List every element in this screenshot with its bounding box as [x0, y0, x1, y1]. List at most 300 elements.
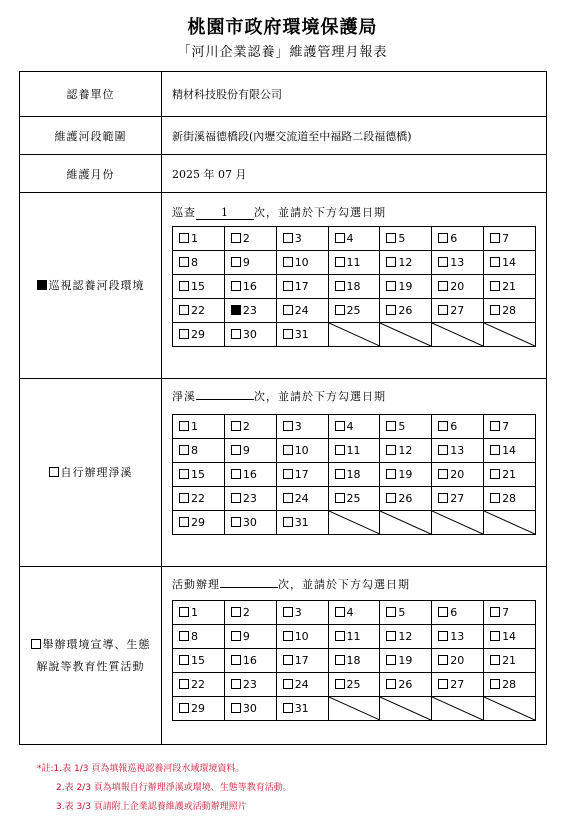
day-cell[interactable] — [276, 487, 328, 511]
day-cell[interactable] — [173, 625, 225, 649]
day-number: 14 — [502, 630, 517, 643]
day-cell[interactable] — [173, 487, 225, 511]
day-checkbox[interactable] — [179, 517, 189, 527]
day-checkbox[interactable] — [438, 655, 448, 665]
day-cell[interactable] — [328, 487, 380, 511]
day-checkbox[interactable] — [335, 631, 345, 641]
day-cell[interactable] — [380, 649, 432, 673]
day-checkbox[interactable] — [438, 305, 448, 315]
day-number: 23 — [242, 304, 257, 317]
footnote-1: *註:1.表 1/3 頁為填報巡視認養河段水域環境資料。 — [37, 764, 245, 774]
day-cell[interactable] — [276, 463, 328, 487]
day-cell[interactable] — [224, 511, 276, 535]
diagonal-line — [432, 511, 483, 534]
month-value[interactable]: 2025 年 07 月 — [172, 167, 247, 181]
adopter-row — [20, 72, 546, 117]
day-checkbox[interactable] — [283, 257, 293, 267]
day-cell[interactable] — [276, 251, 328, 275]
diagonal-strike — [484, 511, 535, 534]
day-cell[interactable] — [484, 275, 536, 299]
day-checkbox[interactable] — [179, 655, 189, 665]
day-cell[interactable] — [276, 323, 328, 347]
day-number: 16 — [242, 468, 257, 481]
day-checkbox[interactable] — [179, 631, 189, 641]
day-checkbox[interactable] — [386, 257, 396, 267]
day-number: 25 — [346, 304, 361, 317]
day-number: 10 — [294, 256, 309, 269]
day-cell[interactable] — [173, 299, 225, 323]
day-number: 11 — [346, 630, 361, 643]
day-checkbox[interactable] — [490, 257, 500, 267]
day-number: 20 — [450, 654, 465, 667]
section-checkbox[interactable] — [31, 639, 41, 649]
day-number: 25 — [346, 492, 361, 505]
day-checkbox[interactable] — [283, 703, 293, 713]
day-cell[interactable] — [484, 673, 536, 697]
day-checkbox[interactable] — [335, 469, 345, 479]
section-checkbox[interactable] — [37, 280, 47, 290]
patrol-day-grid — [172, 226, 536, 347]
day-checkbox[interactable] — [490, 469, 500, 479]
patrol-frequency-line: 巡查 1 次，並請於下方勾選日期 — [172, 206, 386, 219]
day-number: 28 — [502, 304, 517, 317]
day-checkbox[interactable] — [335, 493, 345, 503]
day-checkbox[interactable] — [179, 281, 189, 291]
day-checkbox[interactable] — [283, 233, 293, 243]
day-number: 21 — [502, 654, 517, 667]
day-number: 15 — [191, 468, 205, 481]
day-checkbox[interactable] — [231, 493, 241, 503]
day-checkbox[interactable] — [490, 233, 500, 243]
day-checkbox[interactable] — [283, 281, 293, 291]
day-checkbox[interactable] — [179, 469, 189, 479]
day-checkbox[interactable] — [335, 679, 345, 689]
day-checkbox[interactable] — [283, 679, 293, 689]
day-number: 29 — [191, 328, 205, 341]
day-grid-row — [173, 487, 536, 511]
empty-day-cell — [432, 323, 484, 347]
day-number: 29 — [191, 516, 205, 529]
day-cell[interactable] — [432, 649, 484, 673]
day-cell[interactable] — [173, 439, 225, 463]
day-cell[interactable] — [173, 463, 225, 487]
day-number: 2 — [242, 420, 250, 433]
day-cell[interactable] — [276, 275, 328, 299]
day-cell[interactable] — [224, 601, 276, 625]
day-cell[interactable] — [173, 227, 225, 251]
day-number: 6 — [450, 232, 458, 245]
footnote-2: 2.表 2/3 頁為填報自行辦理淨溪或環境、生態等教育活動。 — [56, 783, 292, 793]
diagonal-line — [484, 511, 535, 534]
empty-day-cell — [328, 511, 380, 535]
day-number: 17 — [294, 468, 309, 481]
day-cell[interactable] — [173, 251, 225, 275]
day-number: 31 — [294, 702, 309, 715]
day-cell[interactable] — [328, 601, 380, 625]
day-checkbox[interactable] — [335, 233, 345, 243]
day-checkbox[interactable] — [179, 257, 189, 267]
diagonal-line — [484, 323, 535, 346]
day-number: 26 — [398, 304, 413, 317]
day-grid-row — [173, 415, 536, 439]
day-number: 14 — [502, 256, 517, 269]
day-cell[interactable] — [328, 275, 380, 299]
day-checkbox[interactable] — [179, 305, 189, 315]
day-checkbox[interactable] — [231, 421, 241, 431]
day-cell[interactable] — [224, 673, 276, 697]
day-number: 4 — [346, 232, 354, 245]
section-checkbox[interactable] — [49, 467, 59, 477]
day-checkbox[interactable] — [179, 679, 189, 689]
day-checkbox[interactable] — [283, 493, 293, 503]
day-cell[interactable] — [224, 439, 276, 463]
day-number: 12 — [398, 256, 413, 269]
day-cell[interactable] — [380, 673, 432, 697]
day-number: 18 — [346, 468, 361, 481]
day-number: 1 — [191, 420, 198, 433]
day-checkbox[interactable] — [283, 631, 293, 641]
day-checkbox[interactable] — [386, 421, 396, 431]
day-cell[interactable] — [484, 487, 536, 511]
day-cell[interactable] — [432, 625, 484, 649]
day-number: 5 — [398, 606, 406, 619]
day-cell[interactable] — [276, 511, 328, 535]
day-cell[interactable] — [328, 439, 380, 463]
day-checkbox[interactable] — [386, 655, 396, 665]
day-number: 10 — [294, 444, 309, 457]
day-cell[interactable] — [432, 487, 484, 511]
day-checkbox[interactable] — [283, 517, 293, 527]
day-cell[interactable] — [484, 415, 536, 439]
day-checkbox[interactable] — [335, 257, 345, 267]
diagonal-strike — [329, 323, 380, 346]
day-number: 19 — [398, 468, 413, 481]
day-cell[interactable] — [224, 625, 276, 649]
day-cell[interactable] — [276, 673, 328, 697]
day-checkbox[interactable] — [386, 679, 396, 689]
day-checkbox[interactable] — [231, 329, 241, 339]
day-checkbox[interactable] — [490, 679, 500, 689]
empty-day-cell — [380, 323, 432, 347]
day-number: 26 — [398, 678, 413, 691]
day-checkbox[interactable] — [438, 469, 448, 479]
day-cell[interactable] — [380, 601, 432, 625]
day-cell[interactable] — [328, 227, 380, 251]
day-number: 24 — [294, 678, 309, 691]
day-cell[interactable] — [224, 251, 276, 275]
day-checkbox-checked[interactable] — [231, 305, 241, 315]
day-number: 19 — [398, 654, 413, 667]
day-checkbox[interactable] — [438, 679, 448, 689]
day-checkbox[interactable] — [231, 281, 241, 291]
day-grid-row — [173, 625, 536, 649]
section-label-text: 舉辦環境宣導、生態 — [42, 637, 151, 651]
day-number: 17 — [294, 280, 309, 293]
day-checkbox[interactable] — [386, 631, 396, 641]
day-checkbox[interactable] — [231, 445, 241, 455]
day-cell[interactable] — [432, 299, 484, 323]
day-checkbox[interactable] — [490, 631, 500, 641]
empty-day-cell — [380, 511, 432, 535]
day-checkbox[interactable] — [179, 607, 189, 617]
day-checkbox[interactable] — [179, 233, 189, 243]
diagonal-line — [380, 697, 431, 720]
day-checkbox[interactable] — [179, 703, 189, 713]
day-cell[interactable] — [328, 463, 380, 487]
day-checkbox[interactable] — [386, 305, 396, 315]
day-number: 31 — [294, 328, 309, 341]
day-checkbox[interactable] — [335, 607, 345, 617]
day-checkbox[interactable] — [231, 517, 241, 527]
day-number: 6 — [450, 420, 458, 433]
day-grid-row — [173, 463, 536, 487]
day-number: 28 — [502, 678, 517, 691]
day-number: 13 — [450, 630, 465, 643]
day-checkbox[interactable] — [438, 607, 448, 617]
day-cell[interactable] — [484, 439, 536, 463]
day-checkbox[interactable] — [438, 445, 448, 455]
diagonal-line — [484, 697, 535, 720]
day-checkbox[interactable] — [231, 469, 241, 479]
day-number: 11 — [346, 256, 361, 269]
day-cell[interactable] — [432, 439, 484, 463]
day-checkbox[interactable] — [179, 329, 189, 339]
diagonal-strike — [380, 511, 431, 534]
day-grid-row — [173, 601, 536, 625]
section-label-text: 巡視認養河段環境 — [48, 278, 145, 292]
diagonal-line — [329, 323, 380, 346]
day-checkbox[interactable] — [231, 703, 241, 713]
day-checkbox[interactable] — [283, 305, 293, 315]
day-number: 12 — [398, 444, 413, 457]
day-cell[interactable] — [276, 439, 328, 463]
day-cell[interactable] — [380, 463, 432, 487]
activity-frequency-line: 活動辦理 次，並請於下方勾選日期 — [172, 578, 410, 591]
day-checkbox[interactable] — [490, 445, 500, 455]
adopter-value[interactable]: 精材科技股份有限公司 — [172, 88, 282, 101]
day-checkbox[interactable] — [438, 493, 448, 503]
day-checkbox[interactable] — [438, 421, 448, 431]
patrol-count-field[interactable]: 1 — [196, 207, 254, 220]
day-cell[interactable] — [224, 323, 276, 347]
day-number: 3 — [294, 420, 302, 433]
day-cell[interactable] — [328, 299, 380, 323]
day-checkbox[interactable] — [438, 631, 448, 641]
day-cell[interactable] — [173, 415, 225, 439]
day-checkbox[interactable] — [283, 607, 293, 617]
day-cell[interactable] — [380, 299, 432, 323]
page-subtitle: 「河川企業認養」維護管理月報表 — [177, 45, 388, 60]
day-cell[interactable] — [328, 251, 380, 275]
day-cell[interactable] — [224, 299, 276, 323]
day-number: 10 — [294, 630, 309, 643]
day-cell[interactable] — [380, 251, 432, 275]
day-checkbox[interactable] — [231, 257, 241, 267]
day-checkbox[interactable] — [179, 445, 189, 455]
day-checkbox[interactable] — [386, 493, 396, 503]
day-checkbox[interactable] — [335, 655, 345, 665]
day-checkbox[interactable] — [231, 631, 241, 641]
day-grid-row — [173, 697, 536, 721]
day-cell[interactable] — [432, 601, 484, 625]
day-cell[interactable] — [224, 463, 276, 487]
day-number: 20 — [450, 280, 465, 293]
day-cell[interactable] — [484, 463, 536, 487]
day-checkbox[interactable] — [283, 445, 293, 455]
day-number: 1 — [191, 232, 198, 245]
day-number: 4 — [346, 606, 354, 619]
day-checkbox[interactable] — [231, 607, 241, 617]
day-number: 21 — [502, 468, 517, 481]
day-cell[interactable] — [224, 649, 276, 673]
day-checkbox[interactable] — [438, 233, 448, 243]
day-cell[interactable] — [173, 649, 225, 673]
day-cell[interactable] — [276, 415, 328, 439]
day-checkbox[interactable] — [438, 257, 448, 267]
day-checkbox[interactable] — [490, 493, 500, 503]
day-cell[interactable] — [380, 439, 432, 463]
day-checkbox[interactable] — [490, 281, 500, 291]
day-checkbox[interactable] — [386, 233, 396, 243]
diagonal-strike — [432, 323, 483, 346]
day-cell[interactable] — [328, 673, 380, 697]
day-number: 9 — [242, 444, 250, 457]
section-label-text: 自行辦理淨溪 — [60, 465, 133, 479]
day-grid-row — [173, 299, 536, 323]
day-checkbox[interactable] — [490, 607, 500, 617]
day-cell[interactable] — [380, 625, 432, 649]
day-checkbox[interactable] — [283, 329, 293, 339]
day-cell[interactable] — [484, 625, 536, 649]
day-number: 7 — [502, 606, 510, 619]
empty-day-cell — [432, 697, 484, 721]
range-value[interactable]: 新街溪福德橋段(內壢交流道至中福路二段福德橋) — [172, 129, 412, 143]
day-number: 30 — [242, 702, 257, 715]
day-number: 9 — [242, 256, 250, 269]
day-cell[interactable] — [380, 275, 432, 299]
day-cell[interactable] — [276, 601, 328, 625]
day-checkbox[interactable] — [386, 469, 396, 479]
day-checkbox[interactable] — [335, 281, 345, 291]
day-cell[interactable] — [173, 511, 225, 535]
day-cell[interactable] — [432, 275, 484, 299]
day-checkbox[interactable] — [438, 281, 448, 291]
day-cell[interactable] — [224, 487, 276, 511]
day-grid-row — [173, 649, 536, 673]
day-cell[interactable] — [484, 251, 536, 275]
day-cell[interactable] — [173, 601, 225, 625]
day-checkbox[interactable] — [335, 305, 345, 315]
day-checkbox[interactable] — [283, 469, 293, 479]
day-checkbox[interactable] — [386, 445, 396, 455]
day-cell[interactable] — [224, 697, 276, 721]
day-checkbox[interactable] — [386, 607, 396, 617]
day-cell[interactable] — [484, 649, 536, 673]
day-cell[interactable] — [484, 227, 536, 251]
day-checkbox[interactable] — [179, 493, 189, 503]
day-checkbox[interactable] — [179, 421, 189, 431]
section-cleanup — [20, 379, 546, 567]
day-number: 18 — [346, 280, 361, 293]
day-cell[interactable] — [432, 673, 484, 697]
day-number: 22 — [191, 492, 205, 505]
activity-count-field[interactable] — [220, 587, 278, 588]
day-number: 22 — [191, 678, 205, 691]
day-cell[interactable] — [224, 227, 276, 251]
day-checkbox[interactable] — [283, 655, 293, 665]
day-cell[interactable] — [173, 673, 225, 697]
day-cell[interactable] — [276, 227, 328, 251]
day-checkbox[interactable] — [335, 445, 345, 455]
day-number: 2 — [242, 606, 250, 619]
day-cell[interactable] — [173, 323, 225, 347]
day-cell[interactable] — [276, 299, 328, 323]
day-cell[interactable] — [432, 251, 484, 275]
day-cell[interactable] — [380, 415, 432, 439]
day-cell[interactable] — [276, 625, 328, 649]
day-number: 14 — [502, 444, 517, 457]
day-number: 5 — [398, 420, 406, 433]
range-row — [20, 117, 546, 155]
day-cell[interactable] — [328, 649, 380, 673]
diagonal-line — [380, 511, 431, 534]
day-checkbox[interactable] — [231, 233, 241, 243]
day-cell[interactable] — [224, 275, 276, 299]
day-number: 23 — [242, 492, 257, 505]
section-patrol-label — [20, 193, 162, 378]
day-number: 19 — [398, 280, 413, 293]
day-grid-row — [173, 251, 536, 275]
day-cell[interactable] — [432, 415, 484, 439]
cleanup-day-grid — [172, 414, 536, 535]
day-number: 31 — [294, 516, 309, 529]
section-activity — [20, 567, 546, 744]
day-checkbox[interactable] — [490, 421, 500, 431]
day-checkbox[interactable] — [283, 421, 293, 431]
day-cell[interactable] — [432, 463, 484, 487]
empty-day-cell — [432, 511, 484, 535]
activity-day-grid — [172, 600, 536, 721]
day-number: 24 — [294, 304, 309, 317]
day-cell[interactable] — [173, 275, 225, 299]
day-cell[interactable] — [276, 697, 328, 721]
day-cell[interactable] — [328, 625, 380, 649]
day-cell[interactable] — [432, 227, 484, 251]
day-checkbox[interactable] — [386, 281, 396, 291]
adopter-label: 認養單位 — [20, 72, 162, 116]
day-cell[interactable] — [328, 415, 380, 439]
cleanup-count-field[interactable] — [196, 399, 254, 400]
day-checkbox[interactable] — [335, 421, 345, 431]
day-cell[interactable] — [224, 415, 276, 439]
empty-day-cell — [484, 511, 536, 535]
section-cleanup-label — [20, 379, 162, 566]
day-number: 17 — [294, 654, 309, 667]
cleanup-frequency-line: 淨溪 次，並請於下方勾選日期 — [172, 390, 386, 403]
day-checkbox[interactable] — [490, 305, 500, 315]
day-cell[interactable] — [380, 487, 432, 511]
diagonal-strike — [432, 511, 483, 534]
day-cell[interactable] — [276, 649, 328, 673]
day-cell[interactable] — [484, 299, 536, 323]
day-checkbox[interactable] — [490, 655, 500, 665]
day-cell[interactable] — [484, 601, 536, 625]
day-checkbox[interactable] — [231, 655, 241, 665]
day-cell[interactable] — [173, 697, 225, 721]
day-checkbox[interactable] — [231, 679, 241, 689]
day-cell[interactable] — [380, 227, 432, 251]
day-number: 13 — [450, 256, 465, 269]
